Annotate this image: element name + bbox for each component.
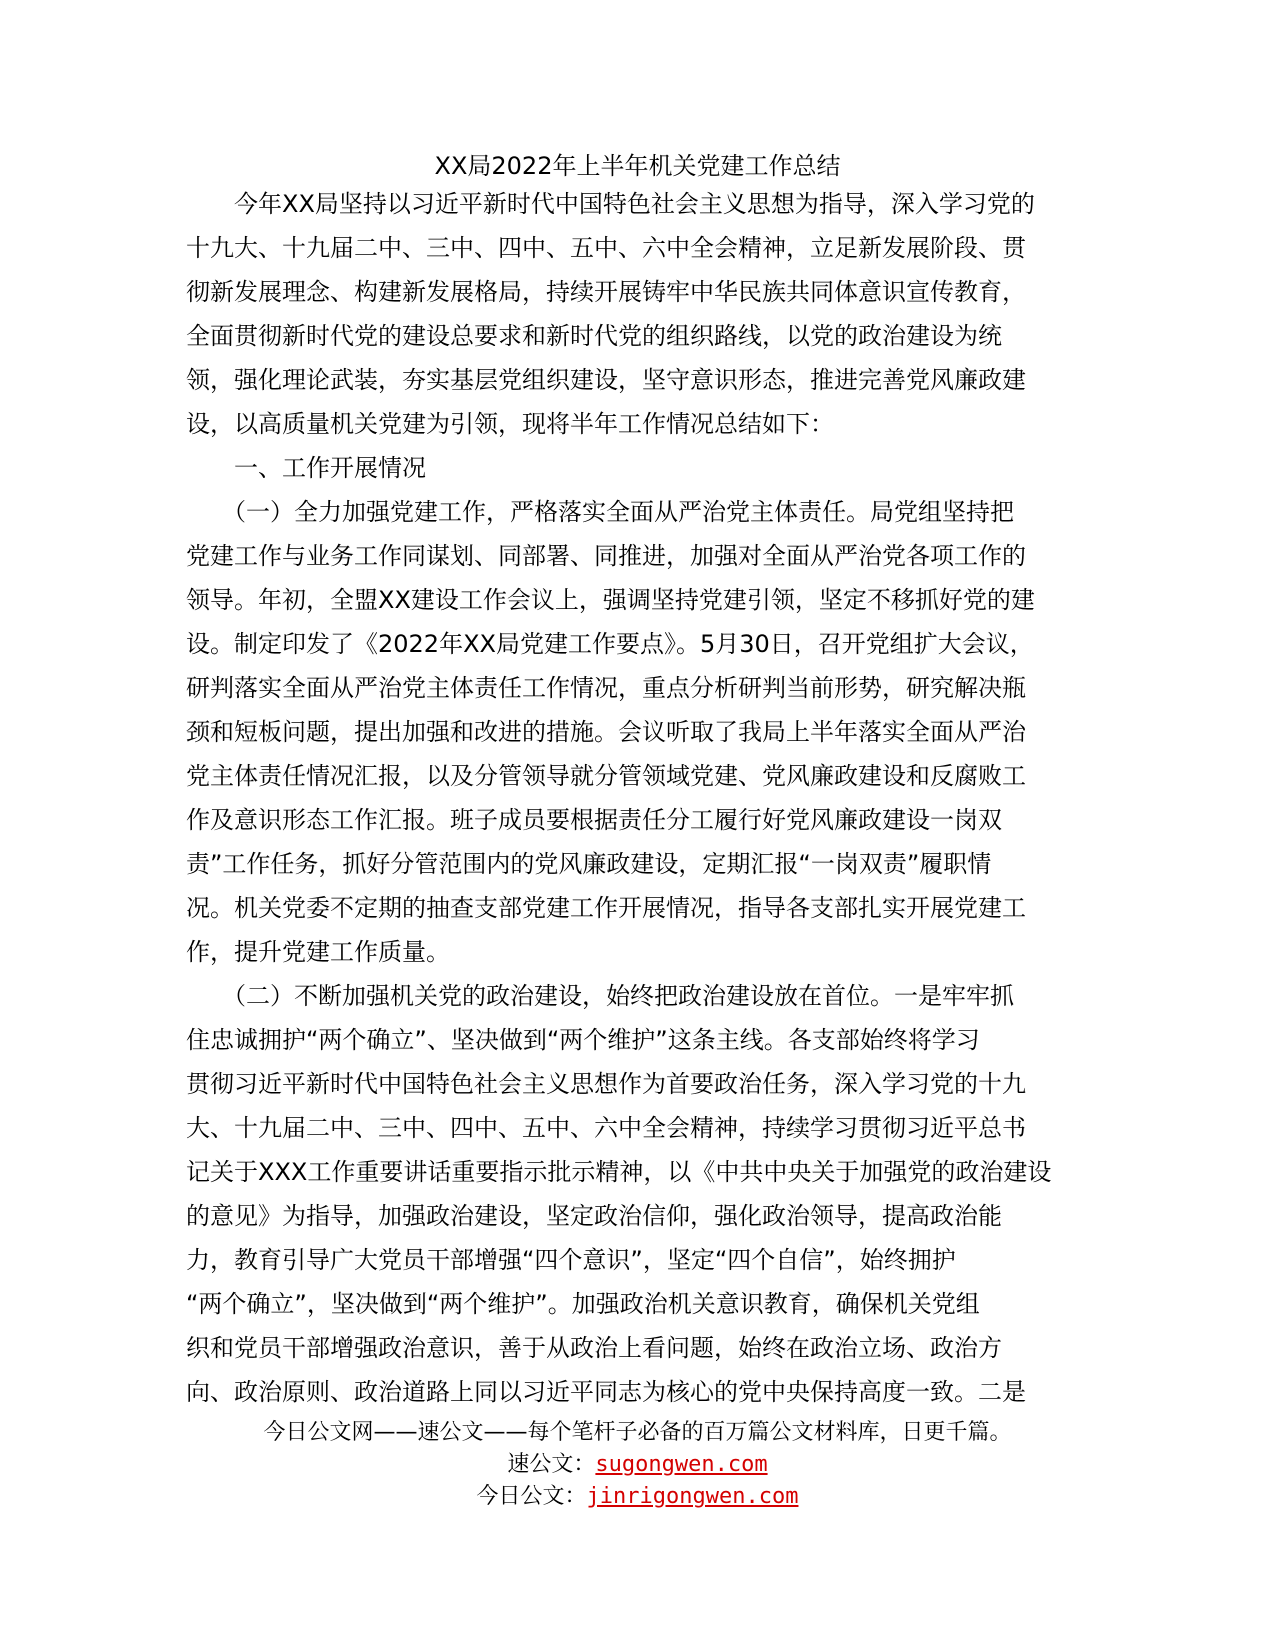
footer-site-2-label: 今日公文：	[476, 1484, 587, 1509]
section-heading: 一、工作开展情况	[186, 454, 426, 482]
body-line: （一）全力加强党建工作，严格落实全面从严治党主体责任。局党组坚持把	[186, 498, 1014, 526]
footer-site-1-link[interactable]: sugongwen.com	[595, 1452, 768, 1477]
footer-site-1-label: 速公文：	[507, 1452, 596, 1477]
body-line: 作，提升党建工作质量。	[186, 938, 450, 966]
body-line: 党建工作与业务工作同谋划、同部署、同推进，加强对全面从严治党各项工作的	[186, 542, 1026, 570]
body-line: “两个确立”，坚决做到“两个维护”。加强政治机关意识教育，确保机关党组	[186, 1290, 980, 1318]
body-line: 责”工作任务，抓好分管范围内的党风廉政建设，定期汇报“一岗双责”履职情	[186, 850, 992, 878]
body-line: 的意见》为指导，加强政治建设，坚定政治信仰，强化政治领导，提高政治能	[186, 1202, 1002, 1230]
body-line: 设。制定印发了《2022年XX局党建工作要点》。5月30日，召开党组扩大会议，	[186, 630, 1034, 658]
body-line: 领，强化理论武装，夯实基层党组织建设，坚守意识形态，推进完善党风廉政建	[186, 366, 1026, 394]
body-line: 织和党员干部增强政治意识，善于从政治上看问题，始终在政治立场、政治方	[186, 1334, 1002, 1362]
body-line: 颈和短板问题，提出加强和改进的措施。会议听取了我局上半年落实全面从严治	[186, 718, 1026, 746]
body-line: 记关于XXX工作重要讲话重要指示批示精神，以《中共中央关于加强党的政治建设	[186, 1158, 1052, 1186]
body-line: 况。机关党委不定期的抽查支部党建工作开展情况，指导各支部扎实开展党建工	[186, 894, 1026, 922]
body-line: 大、十九届二中、三中、四中、五中、六中全会精神，持续学习贯彻习近平总书	[186, 1114, 1026, 1142]
body-line: （二）不断加强机关党的政治建设，始终把政治建设放在首位。一是牢牢抓	[186, 982, 1014, 1010]
body-line: 党主体责任情况汇报，以及分管领导就分管领域党建、党风廉政建设和反腐败工	[186, 762, 1026, 790]
body-line: 领导。年初，全盟XX建设工作会议上，强调坚持党建引领，坚定不移抓好党的建	[186, 586, 1035, 614]
body-line: 作及意识形态工作汇报。班子成员要根据责任分工履行好党风廉政建设一岗双	[186, 806, 1002, 834]
body-line: 彻新发展理念、构建新发展格局，持续开展铸牢中华民族共同体意识宣传教育，	[186, 278, 1026, 306]
body-line: 住忠诚拥护“两个确立”、坚决做到“两个维护”这条主线。各支部始终将学习	[186, 1026, 980, 1054]
document-title: XX局2022年上半年机关党建工作总结	[434, 152, 841, 180]
body-line: 研判落实全面从严治党主体责任工作情况，重点分析研判当前形势，研究解决瓶	[186, 674, 1026, 702]
body-line: 全面贯彻新时代党的建设总要求和新时代党的组织路线，以党的政治建设为统	[186, 322, 1002, 350]
footer-site-1	[0, 1450, 1275, 1480]
body-line: 设，以高质量机关党建为引领，现将半年工作情况总结如下：	[186, 410, 834, 438]
body-line: 贯彻习近平新时代中国特色社会主义思想作为首要政治任务，深入学习党的十九	[186, 1070, 1026, 1098]
body-line: 今年XX局坚持以习近平新时代中国特色社会主义思想为指导，深入学习党的	[186, 190, 1035, 218]
footer-site-2	[0, 1482, 1275, 1512]
body-line: 力，教育引导广大党员干部增强“四个意识”，坚定“四个自信”，始终拥护	[186, 1246, 956, 1274]
body-line: 向、政治原则、政治道路上同以习近平同志为核心的党中央保持高度一致。二是	[186, 1378, 1026, 1406]
footer-slogan: 今日公文网——速公文——每个笔杆子必备的百万篇公文材料库，日更千篇。	[263, 1420, 1012, 1445]
footer-site-2-link[interactable]: jinrigongwen.com	[586, 1484, 799, 1509]
body-line: 十九大、十九届二中、三中、四中、五中、六中全会精神，立足新发展阶段、贯	[186, 234, 1026, 262]
